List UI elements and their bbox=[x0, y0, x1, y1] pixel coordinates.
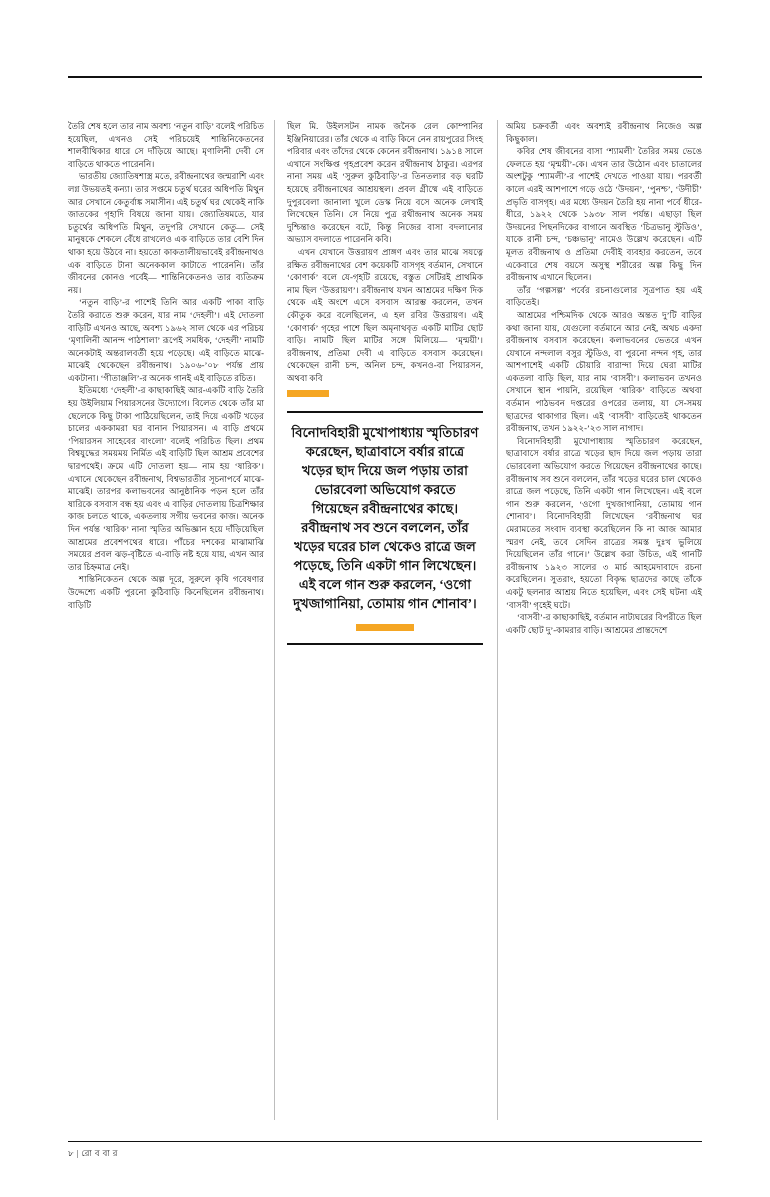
article-columns bbox=[68, 120, 702, 1120]
text-column-3 bbox=[506, 120, 702, 1120]
text-column-2 bbox=[287, 120, 483, 1120]
paragraph: শান্তিনিকেতন থেকে অল্প দূরে, সুরুলে কৃষি গবেষণার উদ্দেশ্যে একটি পুরনো কুঠিবাড়ি কিনেছিলেন রবীন্দ্রনাথ। বাড়িটি bbox=[68, 574, 264, 610]
text-column-1 bbox=[68, 120, 264, 1120]
paragraph: তাঁর ‘গল্পসল্প’ পর্বের রচনাগুলোর সূত্রপাত হয় এই বাড়িতেই। bbox=[506, 284, 702, 308]
paragraph: অমিয় চক্রবর্তী এবং অবশ্যই রবীন্দ্রনাথ নিজেও অল্প কিছুকাল। bbox=[506, 121, 702, 144]
paragraph: ‘বাসবী’-র কাছাকাছিই, বর্তমান নাট্যঘরের বিপরীতে ছিল একটি ছোট দু’-কামরার বাড়ি। আশ্রমের প্রান্তদেশে bbox=[506, 612, 702, 635]
paragraph: এখন যেখানে উত্তরায়ণ প্রাঙ্গণ এবং তার মাঝে সযত্নে রক্ষিত রবীন্দ্রনাথের বেশ কয়েকটি বাসগৃহ বর্তমান, সেখানে ‘কোণার্ক’ বলে যে-গৃহটি রয়েছে, বস্তুত সেটিরই প্রাথমিক নাম ছিল ‘উত্তরায়ণ’। রবীন্দ্রনাথ যখন আশ্রমের দক্ষিণ দিক থেকে এই অংশে এসে বসবাস আরম্ভ করলেন, তখন কৌতুক করে বলেছিলেন, এ হল রবির উত্তরায়ণ। এই ‘কোণার্ক’ গৃহের পাশে ছিল অমৃনাথবৃত একটি মাটির ছোট বাড়ি। নামটি ছিল মাটির সঙ্গে মিলিয়ে— ‘মৃন্ময়ী’। রবীন্দ্রনাথ, প্রতিমা দেবী এ বাড়িতে বসবাস করেছেন। থেকেছেন রানী চন্দ, অনিল চন্দ, কখনও-বা পিয়ারসন, অথবা কবি bbox=[287, 246, 483, 383]
page-number: ৮ | রো ব বা র bbox=[68, 1149, 118, 1158]
paragraph: কবির শেষ জীবনের বাসা ‘শ্যামলী’ তৈরির সময় ভেঙে ফেলতে হয় ‘মৃন্ময়ী’-কে। এখন তার উঠোন এবং চাতালের অংশটুকু ‘শ্যামলী’-র পাশেই দেখতে পাওয়া যায়। পরবর্তী কালে এরই আশপাশে গড়ে ওঠে ‘উদয়ন’, ‘পুনশ্চ’, ‘উদীচী’ প্রভৃতি বাসগৃহ। এর মধ্যে উদয়ন তৈরি হয় নানা পর্বে ধীরে-ধীরে, ১৯২২ থেকে ১৯৩৮ সাল পর্যন্ত। এছাড়া ছিল উদয়নের পিছনদিকের বাগানে অবস্থিত ‘চিত্রভানু স্টুডিও’, যাকে রানী চন্দ, ‘চঞ্চভানু’ নামেও উল্লেখ করেছেন। এটি মূলত রবীন্দ্রনাথ ও প্রতিমা দেবীই ব্যবহার করতেন, তবে একেবারে শেষ বয়সে অসুস্থ শরীরের অল্প কিছু দিন রবীন্দ্রনাথ এখানে ছিলেন। bbox=[506, 146, 702, 283]
paragraph: ইতিমধ্যে ‘দেহলী’-র কাছাকাছিই আর-একটি বাড়ি তৈরি হয় উইলিয়াম পিয়ারসনের উদ্যোগে। বিলেত থেকে তাঁর মা ছেলেকে কিছু টাকা পাঠিয়েছিলেন, তাই দিয়ে একটি খড়ের চালের এককামরা ঘর বানান পিয়ারসন। এ বাড়ি প্রথমে ‘পিয়ারসন সাহেবের বাংলো’ বলেই পরিচিত ছিল। প্রথম বিশ্বযুদ্ধের সময়ময় নির্মিত এই বাড়িটি ছিল আশ্রম প্রবেশের দ্বারপথেই। ক্রমে এটি দোতলা হয়— নাম হয় ‘ষারিক’। এখানে থেকেছেন রবীন্দ্রনাথ, বিশ্বভারতীর সূচনাপর্বে মাঝে-মাঝেই। তারপর কলাভবনের আনুষ্ঠানিক পড়ন হলে তাঁর ষারিকে বসবাস বন্ধ হয় এবং এ বাড়ির দোতলায় চিত্রশিক্ষার কাজ চলতে থাকে, একতলায় সগীয় ভবনের কাজ। অনেক দিন পর্যন্ত ‘ষারিক’ নানা স্মৃতির অভিজ্ঞান হয়ে দাঁড়িয়েছিল আশ্রমের প্রবেশপথের ধারে। পাঁচের দশকের মাঝামাঝি সময়ের প্রবল ঝড়-বৃষ্টিতে এ-বাড়ি নষ্ট হয়ে যায়, এখন আর তার চিহ্নমাত্র নেই। bbox=[68, 385, 264, 572]
paragraph: আশ্রমের পশ্চিমদিক থেকে আরও অন্তত দু’টি বাড়ির কথা জানা যায়, যেগুলো বর্তমানে আর নেই, অথচ একদা রবীন্দ্রনাথ বসবাস করেছেন। কলাভবনের ভেতরে এখন যেখানে নন্দলাল বসুর স্টুডিও, বা পুরনো নন্দন গৃহ, তার আশপাশেই একটি চৌয়ারি বারান্দা দিয়ে ঘেরা মাটির একতলা বাড়ি ছিল, যার নাম ‘বাসবী’। কলাভবন তখনও সেখানে স্থান পায়নি, রয়েছিল ‘ষারিক’ বাড়িতে অথবা বর্তমান পাঠভবন দপ্তরের ওপরের তলায়, যা সে-সময় ছাত্রদের থাকাগার ছিল। এই ‘বাসবী’ বাড়িতেই থাকতেন রবীন্দ্রনাথ, তখন ১৯২২-’২৩ সাল নাগাদ। bbox=[506, 309, 702, 434]
paragraph: তৈরি শেষ হলে তার নাম অবশ্য ‘নতুন বাড়ি’ বলেই পরিচিত হয়েছিল, এখনও সেই পরিচয়েই শান্তিনিকেতনের শালবীথিকার ধারে সে দাঁড়িয়ে আছে। মৃণালিনী দেবী সে বাড়িতে থাকতে পারেননি। bbox=[68, 121, 264, 169]
paragraph: ‘নতুন বাড়ি’-র পাশেই তিনি আর একটি পাকা বাড়ি তৈরি করাতে শুরু করেন, যার নাম ‘দেহলী’। এই দোতলা বাড়িটি এখনও আছে, অবশ্য ১৯৬২ সাল থেকে এর পরিচয় ‘মৃণালিনী আনন্দ পাঠশালা’ রূপেই সমধিক, ‘দেহলী’ নামটি অনেকটাই অন্তরালবর্তী হয়ে পড়েছে। এই বাড়িতে মাঝে-মাঝেই থেকেছেন রবীন্দ্রনাথ। ১৯০৬-’০৮ পর্যন্ত প্রায় একটানা। ‘গীতাঞ্জলি’-র অনেক গানই এই বাড়িতে রচিত। bbox=[68, 297, 264, 383]
paragraph: ছিল মি. উইলসটন নামক জনৈক রেল কোম্পানির ইঞ্জিনিয়ারের। তাঁর থেকে এ বাড়ি কিনে নেন রায়পুরের সিংহ পরিবার এবং তাঁদের থেকে কেনেন রবীন্দ্রনাথ। ১৯১৪ সালে এখানে সংক্ষিপ্ত গৃহপ্রবেশ করেন রথীন্দ্রনাথ ঠাকুর। এরপর নানা সময় এই ‘সুরুল কুঠিবাড়ি’-র তিনতলার বড় ঘরটি হয়েছে রবীন্দ্রনাথের আশ্রয়স্থল। প্রবল গ্রীষ্মে এই বাড়িতে দুপুরবেলা জানালা খুলে ডেস্ক নিয়ে বসে অনেক লেখাই লিখেছেন তিনি। সে নিয়ে পুত্র রথীন্দ্রনাথ অনেক সময় দুশ্চিন্তাও করেছেন বটে, কিন্তু নিজের বাসা বদলানোর অভ্যাস বদলাতে পারেননি কবি। bbox=[287, 121, 483, 245]
column-divider-1 bbox=[274, 120, 275, 1120]
pull-quote-text: বিনোদবিহারী মুখোপাধ্যায় স্মৃতিচারণ করেছেন, ছাত্রাবাসে বর্ষার রাত্রে খড়ের ছাদ দিয়ে জল পড়ায় তারা ভোরবেলা অভিযোগ করতে গিয়েছেন রবীন্দ্রনাথের কাছে। রবীন্দ্রনাথ সব শুনে বললেন, তাঁর খড়ের ঘরের চাল থেকেও রাত্রে জল পড়েছে, তিনি একটা গান লিখেছেন। এই বলে গান শুরু করলেন, ‘ওগো দুখজাগানিয়া, তোমায় গান শোনাব’। bbox=[291, 425, 479, 612]
column-divider-2 bbox=[497, 120, 498, 1120]
paragraph: ভারতীয় জ্যোতিষশাস্ত্র মতে, রবীন্দ্রনাথের জন্মরাশি এবং লগ্ন উভয়তই কন্যা। তার সপ্তমে চতুর্থ ঘরের অধিপতি মিথুন আর সেখানে কেতুর্বাঙ্ক সমাসীন। এই চতুর্থ ঘর থেকেই নাকি জাতকের গৃহাদি বিষয়ে জানা যায়। জ্যোতিষমতে, যার চতুর্থের অধিপতি মিথুন, তদুপরি সেখানে কেতু— সেই মানুষকে শেকলে বেঁধে রাখলেও এক বাড়িতে তার বেশি দিন থাকা হয়ে উঠবে না। হয়তো কাকতালীয়ভাবেই রবীন্দ্রনাথও এক বাড়িতে টানা অনেককাল কাটাতে পারেননি। তাঁর জীবনের কোনও পর্বেই— শান্তিনিকেতনও তার ব্যতিক্রম নয়। bbox=[68, 171, 264, 295]
top-divider bbox=[68, 76, 702, 78]
paragraph: বিনোদবিহারী মুখোপাধ্যায় স্মৃতিচারণ করেছেন, ছাত্রাবাসে বর্ষার রাত্রে খড়ের ছাদ দিয়ে জল পড়ায় তারা ভোরবেলা অভিযোগ করতে গিয়েছেন রবীন্দ্রনাথের কাছে। রবীন্দ্রনাথ সব শুনে বললেন, তাঁর খড়ের ঘরের চাল থেকেও রাত্রে জল পড়েছে, তিনি একটা গান লিখেছেন। এই বলে গান শুরু করলেন, ‘ওগো দুখজাগানিয়া, তোমায় গান শোনাব’। বিনোদবিহারী লিখেছেন ‘রবীন্দ্রনাথ ঘর মেরামতের সংবাদ ব্যবস্থা করেছিলেন কি না আজ আমার স্মরণ নেই, তবে সেদিন রাত্রের সমস্ত দুঃখ ভুলিয়ে দিয়েছিলেন তাঁর গানে।’ উল্লেখ করা উচিত, এই গানটি রবীন্দ্রনাথ ১৯২৩ সালের ৩ মার্চ আহমেদাবাদে রচনা করেছিলেন। সুতরাং, হয়তো বিকৃদ্ধ ছাত্রদের কাছে তাঁকে একটু ছলনার আশ্রয় নিতে হয়েছিল, এবং সেই ঘটনা এই ‘বাসবী’ গৃহেই ঘটে। bbox=[506, 435, 702, 610]
page-footer bbox=[68, 1141, 702, 1161]
pull-quote bbox=[287, 411, 483, 645]
orange-accent-bar bbox=[287, 390, 329, 397]
pull-quote-accent-bar bbox=[356, 624, 414, 631]
